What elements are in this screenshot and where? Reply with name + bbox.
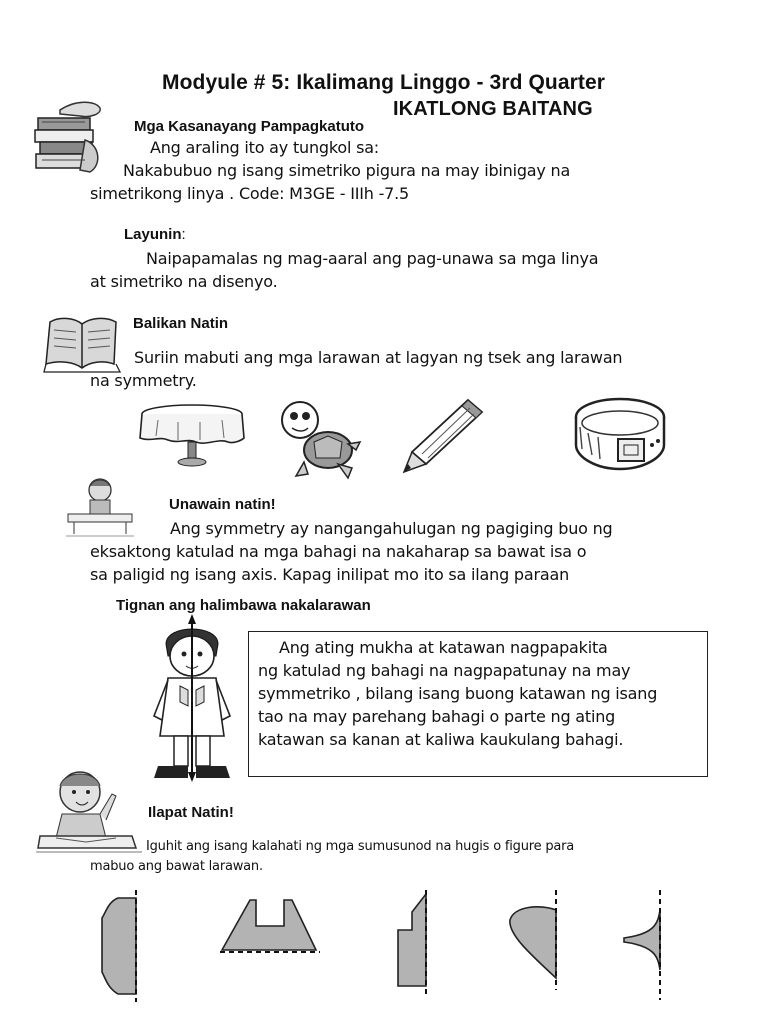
example-heading: Tignan ang halimbawa nakalarawan: [116, 597, 371, 614]
understand-line-1: Ang symmetry ay nangangahulugan ng pagiging buo ng: [170, 519, 613, 538]
box-line-4: tao na may parehang bahagi o parte ng ating: [258, 707, 616, 726]
apply-line-2: mabuo ang bawat larawan.: [90, 859, 263, 874]
understand-heading: Unawain natin!: [169, 496, 276, 513]
half-figure-2: [220, 894, 322, 956]
books-icon: [30, 100, 108, 180]
competency-line-2: Nakabubuo ng isang simetriko pigura na may ibinigay na: [123, 161, 571, 180]
box-line-5: katawan sa kanan at kaliwa kaukulang bahagi.: [258, 730, 624, 749]
module-title: Modyule # 5: Ikalimang Linggo - 3rd Quarter: [162, 71, 606, 94]
boy-symmetry-icon: [144, 616, 240, 786]
objective-line-1: Naipapamalas ng mag-aaral ang pag-unawa sa mga linya: [146, 249, 599, 268]
grade-level-title: IKATLONG BAITANG: [393, 98, 593, 120]
competency-line-1: Ang araling ito ay tungkol sa:: [150, 138, 380, 157]
student-writing-icon: [60, 474, 140, 540]
apply-line-1: Iguhit ang isang kalahati ng mga sumusunod na hugis o figure para: [146, 839, 575, 854]
review-line-2: na symmetry.: [90, 371, 197, 390]
competency-line-3: simetrikong linya . Code: M3GE - IIIh -7.5: [90, 184, 410, 203]
review-line-1: Suriin mabuti ang mga larawan at lagyan ng tsek ang larawan: [134, 348, 623, 367]
half-figure-1: [96, 890, 146, 1004]
understand-line-3: sa paligid ng isang axis. Kapag inilipat mo ito sa ilang paraan: [90, 565, 570, 584]
explanation-box: [248, 631, 708, 777]
objective-heading: Layunin:: [124, 226, 186, 243]
box-line-1: Ang ating mukha at katawan nagpapakita: [279, 638, 608, 657]
half-figure-4: [504, 890, 568, 990]
objective-line-2: at simetriko na disenyo.: [90, 272, 278, 291]
box-line-3: symmetriko , bilang isang buong katawan ng isang: [258, 684, 658, 703]
table-icon: [138, 402, 246, 468]
open-book-icon: [40, 314, 124, 374]
child-reading-icon: [36, 768, 142, 860]
half-figure-5: [616, 890, 676, 1002]
learning-competencies-heading: Mga Kasanayang Pampagkatuto: [134, 118, 365, 135]
belt-icon: [572, 393, 668, 473]
understand-line-2: eksaktong katulad na mga bahagi na nakaharap sa bawat isa o: [90, 542, 587, 561]
apply-heading: Ilapat Natin!: [148, 804, 234, 821]
pencil-icon: [398, 394, 488, 476]
box-line-2: ng katulad ng bahagi na nagpapatunay na may: [258, 661, 631, 680]
review-heading: Balikan Natin: [133, 315, 229, 332]
turtle-icon: [278, 398, 364, 484]
half-figure-3: [392, 890, 442, 1000]
